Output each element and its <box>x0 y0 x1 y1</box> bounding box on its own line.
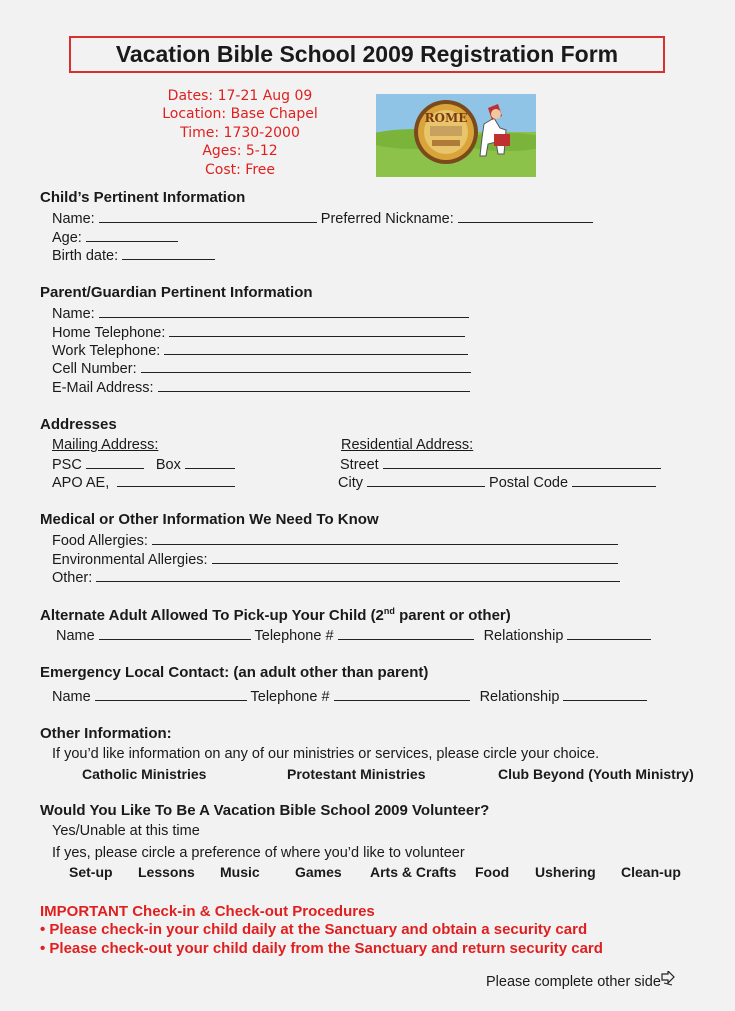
alternate-name-field[interactable] <box>99 627 251 640</box>
medical-heading: Medical or Other Information We Need To Know <box>40 511 379 528</box>
child-age-row <box>52 229 178 246</box>
env-allergies-label: Environmental Allergies: <box>52 552 208 568</box>
apo-label: APO AE, <box>52 475 110 491</box>
vbs-rome-logo <box>376 94 536 177</box>
choice-protestant[interactable]: Protestant Ministries <box>287 766 426 782</box>
nickname-field[interactable] <box>458 210 593 223</box>
alternate-row <box>56 627 651 644</box>
alternate-heading-rest: parent or other) <box>394 607 511 624</box>
emergency-tel-field[interactable] <box>334 688 470 701</box>
opt-lessons[interactable]: Lessons <box>138 864 195 880</box>
email-label: E-Mail Address: <box>52 380 154 396</box>
page-turn-icon <box>660 971 678 992</box>
opt-food[interactable]: Food <box>475 864 510 880</box>
apo-field[interactable] <box>117 474 235 487</box>
event-cost: Cost: Free <box>205 162 275 178</box>
child-age-label: Age: <box>52 230 82 246</box>
volunteer-heading: Would You Like To Be A Vacation Bible School 2009 Volunteer? <box>40 802 490 819</box>
postal-label: Postal Code <box>489 475 569 491</box>
other-info-heading: Other Information: <box>40 725 172 742</box>
box-field[interactable] <box>185 456 235 469</box>
child-birth-field[interactable] <box>122 247 215 260</box>
parent-name-field[interactable] <box>99 305 469 318</box>
home-phone-label: Home Telephone: <box>52 325 166 341</box>
important-heading: IMPORTANT Check-in & Check-out Procedures <box>40 903 375 920</box>
alternate-tel-label: Telephone # <box>254 628 334 644</box>
event-location: Location: Base Chapel <box>162 106 318 122</box>
home-phone-row <box>52 324 465 341</box>
food-allergies-label: Food Allergies: <box>52 533 148 549</box>
city-label: City <box>338 475 363 491</box>
food-allergies-row <box>52 532 618 549</box>
child-birth-label: Birth date: <box>52 248 119 264</box>
cell-field[interactable] <box>141 360 471 373</box>
alternate-heading-sup: nd <box>383 606 395 616</box>
nickname-label: Preferred Nickname: <box>320 211 454 227</box>
emergency-name-field[interactable] <box>95 688 247 701</box>
emergency-rel-field[interactable] <box>563 688 647 701</box>
street-label: Street <box>340 457 379 473</box>
footer-note: Please complete other side <box>486 974 661 990</box>
box-label: Box <box>155 457 181 473</box>
alternate-rel-label: Relationship <box>483 628 564 644</box>
cell-label: Cell Number: <box>52 361 137 377</box>
opt-arts-crafts[interactable]: Arts & Crafts <box>370 864 457 880</box>
addresses-heading: Addresses <box>40 416 117 433</box>
work-phone-label: Work Telephone: <box>52 343 161 359</box>
email-field[interactable] <box>158 379 470 392</box>
food-allergies-field[interactable] <box>152 532 618 545</box>
opt-cleanup[interactable]: Clean-up <box>621 864 681 880</box>
alternate-tel-field[interactable] <box>338 627 474 640</box>
child-heading: Child’s Pertinent Information <box>40 189 246 206</box>
env-allergies-row <box>52 551 618 568</box>
parent-name-row <box>52 305 469 322</box>
psc-label: PSC <box>52 457 82 473</box>
psc-row <box>52 456 235 473</box>
important-line-1: • Please check-in your child daily at the Sanctuary and obtain a security card <box>40 921 588 938</box>
home-phone-field[interactable] <box>169 324 465 337</box>
alternate-name-label: Name <box>56 628 95 644</box>
apo-row <box>52 474 235 491</box>
alternate-heading-text: Alternate Adult Allowed To Pick-up Your Child (2 <box>40 607 384 624</box>
other-info-text: If you’d like information on any of our ministries or services, please circle your choice. <box>52 746 600 762</box>
postal-field[interactable] <box>572 474 656 487</box>
opt-music[interactable]: Music <box>220 864 260 880</box>
event-time: Time: 1730-2000 <box>180 125 300 141</box>
other-medical-field[interactable] <box>96 569 620 582</box>
mailing-label: Mailing Address: <box>52 437 159 453</box>
emergency-heading: Emergency Local Contact: (an adult other than parent) <box>40 664 429 681</box>
volunteer-yes[interactable]: Yes/Unable at this time <box>52 823 200 839</box>
emergency-name-label: Name <box>52 689 91 705</box>
child-name-row <box>52 210 593 227</box>
emergency-rel-label: Relationship <box>479 689 560 705</box>
logo-word: ROME <box>424 111 468 125</box>
opt-setup[interactable]: Set-up <box>69 864 113 880</box>
child-birth-row <box>52 247 215 264</box>
other-medical-label: Other: <box>52 570 93 586</box>
street-field[interactable] <box>383 456 661 469</box>
child-name-field[interactable] <box>99 210 317 223</box>
choice-club-beyond[interactable]: Club Beyond (Youth Ministry) <box>498 766 694 782</box>
alternate-heading <box>40 606 511 624</box>
choice-catholic[interactable]: Catholic Ministries <box>82 766 207 782</box>
city-field[interactable] <box>367 474 485 487</box>
child-age-field[interactable] <box>86 229 178 242</box>
opt-games[interactable]: Games <box>295 864 342 880</box>
city-row <box>338 474 656 491</box>
event-dates: Dates: 17-21 Aug 09 <box>167 88 313 104</box>
psc-field[interactable] <box>86 456 144 469</box>
street-row <box>340 456 661 473</box>
email-row <box>52 379 470 396</box>
child-name-label: Name: <box>52 211 95 227</box>
env-allergies-field[interactable] <box>212 551 618 564</box>
other-medical-row <box>52 569 620 586</box>
opt-ushering[interactable]: Ushering <box>535 864 596 880</box>
parent-heading: Parent/Guardian Pertinent Information <box>40 284 313 301</box>
work-phone-field[interactable] <box>164 342 468 355</box>
alternate-rel-field[interactable] <box>567 627 651 640</box>
form-title: Vacation Bible School 2009 Registration Form <box>69 36 665 73</box>
parent-name-label: Name: <box>52 306 95 322</box>
emergency-row <box>52 688 647 705</box>
cell-row <box>52 360 471 377</box>
event-ages: Ages: 5-12 <box>202 143 278 159</box>
volunteer-pref: If yes, please circle a preference of where you’d like to volunteer <box>52 845 465 861</box>
residential-label: Residential Address: <box>341 437 474 453</box>
emergency-tel-label: Telephone # <box>250 689 330 705</box>
important-line-2: • Please check-out your child daily from the Sanctuary and return security card <box>40 940 603 957</box>
work-phone-row <box>52 342 468 359</box>
